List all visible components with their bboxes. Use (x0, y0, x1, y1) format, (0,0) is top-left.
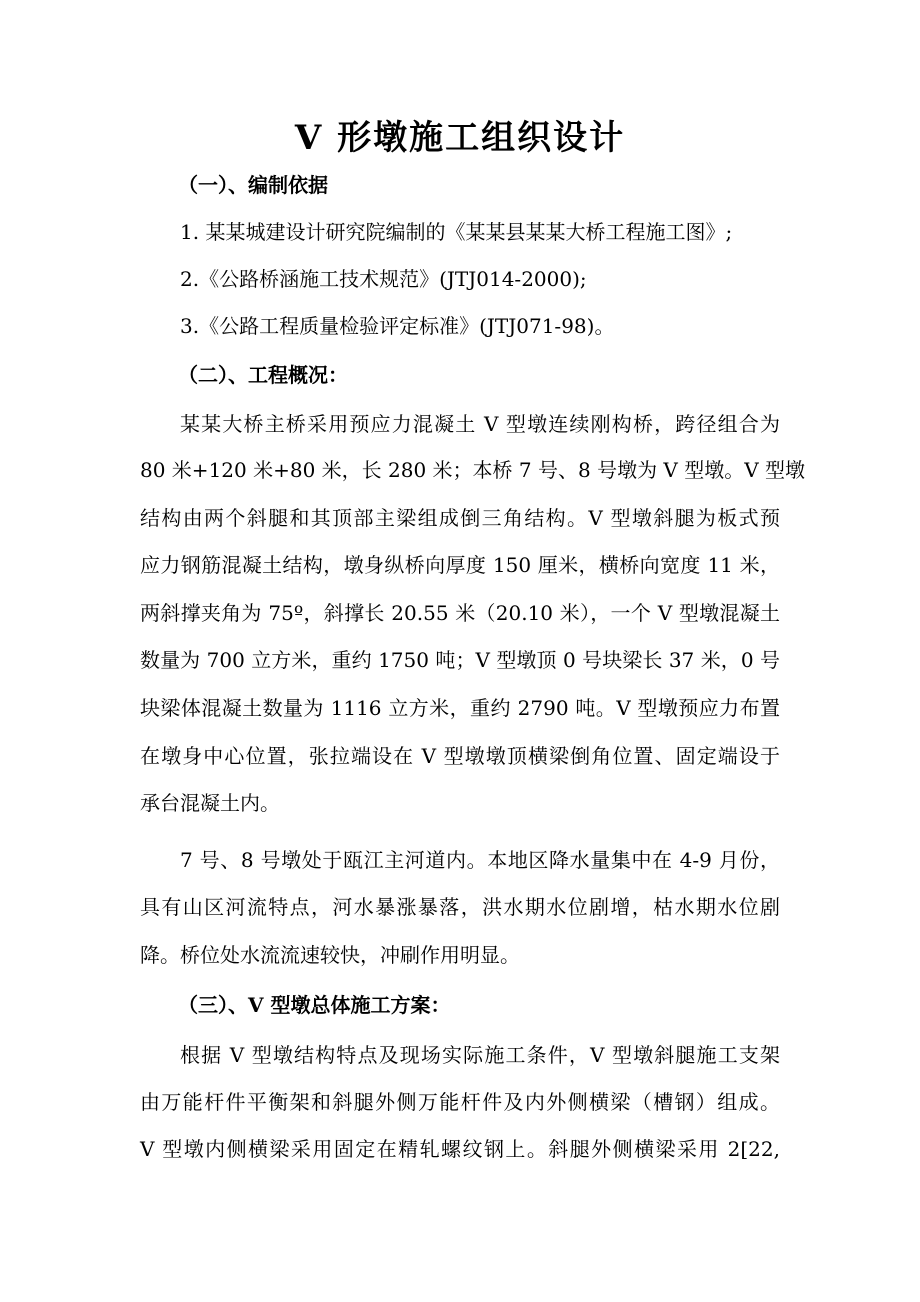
paragraph-line: V 型墩内侧横梁采用固定在精轧螺纹钢上。斜腿外侧横梁采用 2[22, (140, 1137, 780, 1161)
paragraph-line: 降。桥位处水流流速较快，冲刷作用明显。 (140, 943, 520, 967)
paragraph-line: 块梁体混凝土数量为 1116 立方米，重约 2790 吨。V 型墩预应力布置 (140, 696, 780, 720)
paragraph-line: 由万能杆件平衡架和斜腿外侧万能杆件及内外侧横梁（槽钢）组成。 (140, 1090, 780, 1114)
paragraph-line: 应力钢筋混凝土结构，墩身纵桥向厚度 150 厘米，横桥向宽度 11 米， (140, 553, 780, 577)
paragraph-line: 80 米+120 米+80 米，长 280 米；本桥 7 号、8 号墩为 V 型墩。V 型墩 (140, 458, 806, 482)
basis-item-3: 3.《公路工程质量检验评定标准》(JTJ071-98)。 (180, 314, 615, 338)
paragraph-line: 数量为 700 立方米，重约 1750 吨；V 型墩顶 0 号块梁长 37 米，0 号 (140, 648, 780, 672)
section-heading-basis: （一）、编制依据 (178, 173, 328, 197)
paragraph-line: 具有山区河流特点，河水暴涨暴落，洪水期水位剧增，枯水期水位剧 (140, 895, 780, 919)
paragraph-line: 7 号、8 号墩处于瓯江主河道内。本地区降水量集中在 4-9 月份， (180, 848, 780, 872)
paragraph-line: 承台混凝土内。 (140, 791, 280, 815)
paragraph-line: 根据 V 型墩结构特点及现场实际施工条件，V 型墩斜腿施工支架 (180, 1043, 780, 1067)
basis-item-2: 2.《公路桥涵施工技术规范》(JTJ014-2000); (180, 267, 587, 291)
document-title: V 形墩施工组织设计 (294, 118, 626, 158)
section-heading-overview: （二）、工程概况： (178, 363, 348, 387)
section-heading-plan: （三）、V 型墩总体施工方案： (178, 993, 451, 1017)
paragraph-line: 某某大桥主桥采用预应力混凝土 V 型墩连续刚构桥，跨径组合为 (180, 412, 780, 436)
paragraph-line: 在墩身中心位置，张拉端设在 V 型墩墩顶横梁倒角位置、固定端设于 (140, 744, 780, 768)
paragraph-line: 两斜撑夹角为 75º，斜撑长 20.55 米（20.10 米），一个 V 型墩混凝土 (140, 601, 780, 625)
paragraph-line: 结构由两个斜腿和其顶部主梁组成倒三角结构。V 型墩斜腿为板式预 (140, 506, 780, 530)
basis-item-1: 1. 某某城建设计研究院编制的《某某县某某大桥工程施工图》; (180, 220, 733, 244)
